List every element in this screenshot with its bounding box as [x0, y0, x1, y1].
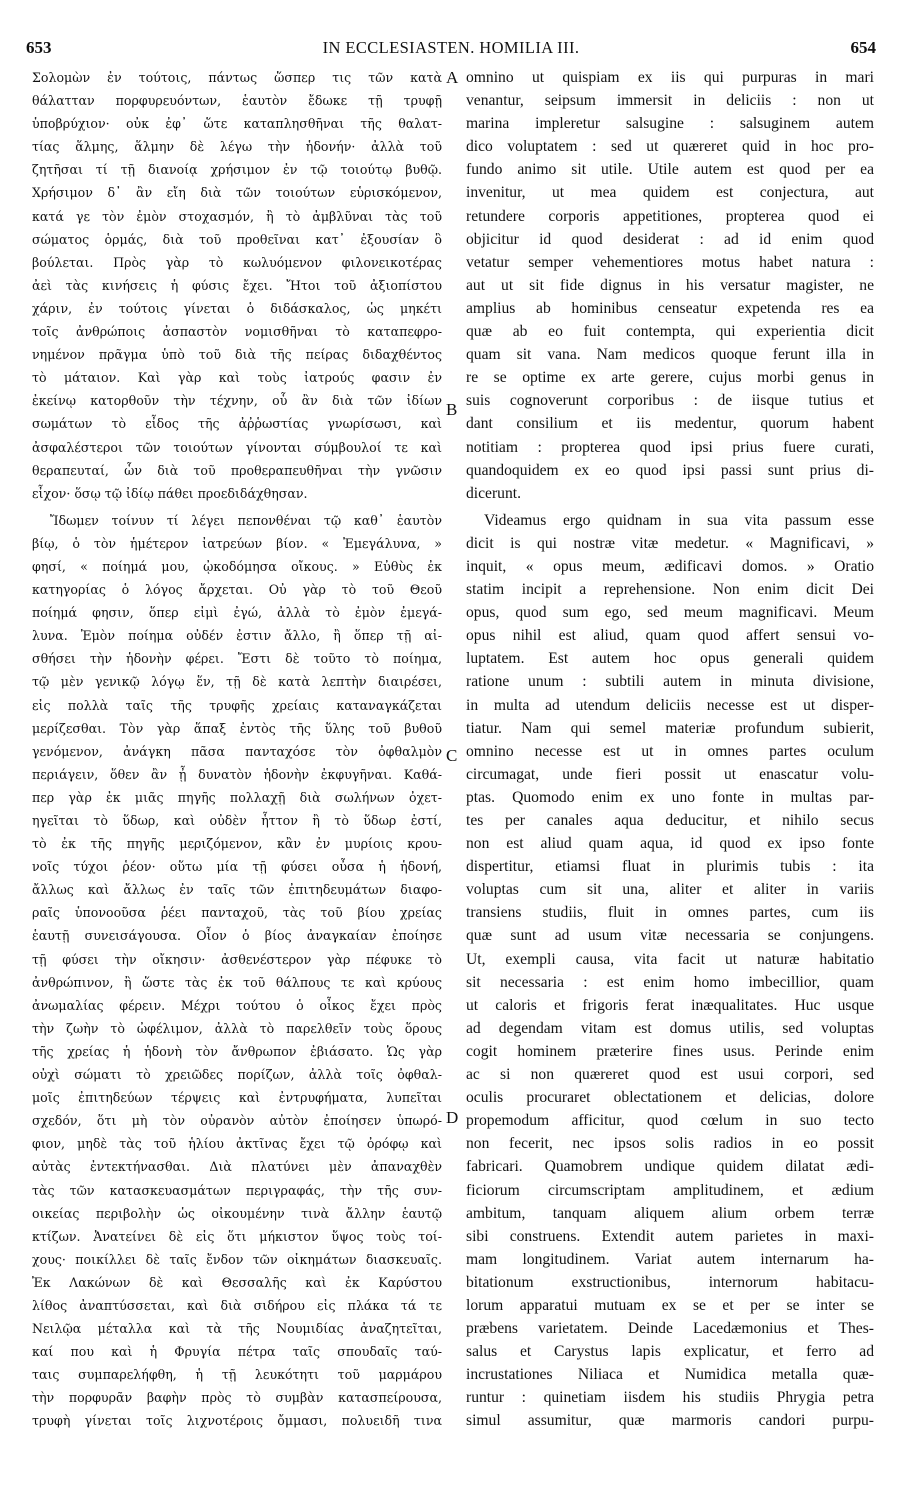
greek-text-line: χάριν, ἐν τούτοις γίνεται ὁ διδάσκαλος, ὡς μηκέτι	[32, 300, 442, 316]
latin-text-line: voluptas cum sit una, aliter et aliter in variis	[466, 881, 874, 899]
greek-text-line: ποίημά φησιν, ὅπερ εἰμὶ ἐγώ, ἀλλὰ τὸ ἐμὸν ἐμεγά-	[32, 605, 442, 621]
latin-text-line: ad degendam vitam est domus utilis, sed voluptas	[466, 1019, 874, 1037]
greek-text-line: τρυφὴ γίνεται τοῖς λιχνοτέροις ὄμμασι, πολυειδῆ τινα	[32, 1413, 442, 1429]
greek-text-line: χους· ποικίλλει δὲ ταῖς ἔνδον τῶν οἰκημάτων διασκευαῖς.	[32, 1251, 442, 1267]
greek-text-line: Ἐκ Λακώνων δὲ καὶ Θεσσαλῆς καὶ ἐκ Καρύστου	[32, 1274, 442, 1290]
left-page-number: 653	[26, 38, 52, 57]
latin-text-line: simul assumitur, quæ marmoris candori purpu-	[466, 1412, 874, 1430]
latin-text-line: tiatur. Nam qui semel materiæ profundum subierit,	[466, 719, 874, 737]
latin-text-line: amplius ab hominibus censeatur expetenda res ea	[466, 299, 874, 317]
section-marker-c: C	[446, 746, 458, 765]
greek-text-line: ταις συμπαρελήφθη, ἡ τῇ λευκότητι τοῦ μαρμάρου	[32, 1367, 442, 1383]
greek-text-line: οὐχὶ σώματι τὸ χρειῶδες πορίζων, ἀλλὰ τοῖς ὀφθαλ-	[32, 1067, 442, 1083]
right-page-number: 654	[850, 38, 876, 57]
greek-text-line: φησί, « ποίημά μου, ᾠκοδόμησα οἴκους. » Εὐθὺς ἐκ	[32, 558, 442, 574]
greek-text-line: κατηγορίας ὁ λόγος ἄρχεται. Οὐ γὰρ τὸ τοῦ Θεοῦ	[32, 582, 442, 598]
latin-text-line: mam longitudinem. Variat autem internarum ha-	[466, 1250, 874, 1268]
latin-text-line: salus et Carystus lapis explicatur, et ferro ad	[466, 1343, 874, 1361]
greek-text-line: περ γὰρ ἐκ μιᾶς πηγῆς πολλαχῇ διὰ σωλήνων ὀχετ-	[32, 789, 442, 805]
greek-text-line: νημένον πρᾶγμα ὑπὸ τοῦ διὰ τῆς πείρας διδαχθέντος	[32, 347, 442, 363]
greek-text-line: τὸ ἐκ τῆς πηγῆς μεριζόμενον, κἂν ἐν μυρίοις κρου-	[32, 836, 442, 852]
greek-text-line: θεραπευταί, ὧν διὰ τοῦ προθεραπευθῆναι τὴν γνῶσιν	[32, 462, 442, 478]
latin-text-line: circumagat, unde fieri possit ut enascatur volu-	[466, 765, 874, 783]
latin-text-line: quæ sunt ad usum vitæ necessaria se conjungens.	[466, 927, 874, 945]
latin-text-line: aut ut sit fide dignus in his versatur magister, ne	[466, 276, 874, 294]
latin-text-line: incrustationes Niliaca et Numidica metalla quæ-	[466, 1366, 874, 1384]
latin-text-line: dicerunt.	[466, 484, 521, 502]
latin-text-line: non est aliud quam aqua, id quod ex ipso fonte	[466, 835, 874, 853]
greek-text-line: νοῖς τύχοι ῥέον· οὕτω μία τῇ φύσει οὖσα ἡ ἡδονή,	[32, 859, 442, 875]
greek-text-line: μοῖς ἐπιτηδεύων τέρψεις καὶ ἐντρυφήματα, λυπεῖται	[32, 1090, 442, 1106]
latin-text-line: fabricari. Quamobrem undique quidem dilatat ædi-	[466, 1158, 874, 1176]
section-marker-a: A	[446, 68, 459, 87]
latin-text-line: vetatur semper vehementiores motus habet natura :	[466, 253, 874, 271]
latin-text-line: opus nihil est aliud, quam quod affert sensui vo-	[466, 627, 874, 645]
latin-text-line: dispertitur, etiamsi fluat in plurimis tubis : ita	[466, 858, 874, 876]
greek-text-line: ηγεῖται τὸ ὕδωρ, καὶ οὐδὲν ἧττον ἢ τὸ ὕδωρ ἐστί,	[32, 813, 442, 828]
greek-text-line: εἶχον· ὅσῳ τῷ ἰδίῳ πάθει προεδιδάχθησαν.	[32, 485, 308, 501]
latin-text-line: omnino necesse est ut in omnes partes oculum	[466, 742, 874, 760]
latin-text-line: bitationum exstructionibus, internorum habitacu-	[466, 1273, 874, 1291]
latin-text-line: luptatem. Est autem hoc opus generali quidem	[466, 650, 874, 668]
latin-text-line: Videamus ergo quidnam in sua vita passum esse	[484, 511, 874, 529]
latin-text-line: re se optime ex arte gerere, cujus morbi genus in	[466, 369, 874, 387]
greek-text-line: τῇ φύσει τὴν οἴκησιν· ἀσθενέστερον γὰρ πέφυκε τὸ	[32, 951, 442, 967]
latin-text-line: lorum apparatui mutuam ex se et per se inter se	[466, 1296, 874, 1314]
greek-text-line: ἄλλως καὶ ἄλλως ἐν ταῖς τῶν ἐπιτηδευμάτων διαφο-	[32, 882, 442, 898]
latin-text-line: quam sit vana. Nam medicos quoque ferunt illa in	[466, 346, 874, 364]
latin-text-line: oculis procuraret oblectationem et delicias, dolore	[466, 1089, 874, 1107]
latin-text-line: notitiam : propterea quod ipsi prius fuere curati,	[466, 438, 874, 456]
greek-text-line: αὐτὰς ἐντεκτήνασθαι. Διὰ πλατύνει μὲν ἀπαναχθὲν	[32, 1159, 442, 1175]
greek-text-line: Σολομὼν ἐν τούτοις, πάντως ὥσπερ τις τῶν κατὰ	[32, 70, 442, 85]
latin-text-line: ficiorum circumscriptam amplitudinem, et ædium	[466, 1181, 874, 1199]
latin-text-line: venantur, seipsum immersit in deliciis : non ut	[466, 92, 874, 110]
greek-text-line: γενόμενον, ἀνάγκη πᾶσα πανταχόσε τὸν ὀφθαλμὸν	[32, 743, 442, 759]
latin-text-line: ac si non quæreret quod est usui corpori, sed	[466, 1066, 874, 1084]
greek-text-line: ἀνωμαλίας φέρειν. Μέχρι τούτου ὁ οἶκος ἔχει πρὸς	[32, 997, 442, 1013]
latin-text-line: statim incipit a reprehensione. Non enim dicit Dei	[466, 581, 874, 599]
greek-text-line: τῷ μὲν γενικῷ λόγῳ ἕν, τῇ δὲ κατὰ λεπτὴν διαιρέσει,	[32, 674, 442, 690]
greek-text-line: τοῖς ἀνθρώποις ἀσπαστὸν νομισθῆναι τὸ καταπεφρο-	[32, 324, 442, 340]
greek-text-line: περιάγειν, ὅθεν ἂν ᾖ δυνατὸν ἡδονὴν ἐκφυγῆναι. Καθά-	[32, 766, 442, 782]
greek-text-line: βίῳ, ὁ τὸν ἡμέτερον ἰατρεύων βίον. « Ἐμεγάλυνα, »	[32, 535, 442, 551]
greek-text-line: σωμάτων τὸ εἶδος τῆς ἀῤῥωστίας γνωρίσωσι, καὶ	[32, 416, 442, 432]
greek-text-line: τῆς χρείας ἡ ἡδονὴ τὸν ἄνθρωπον ἐβιάσατο. Ὡς γὰρ	[32, 1043, 442, 1059]
latin-text-line: dico voluptatem : sed ut quæreret quid in hoc pro-	[466, 138, 874, 156]
greek-text-line: ἀεὶ τὰς κινήσεις ἡ φύσις ἔχει. Ἤτοι τοῦ ἀξιοπίστου	[32, 277, 442, 293]
greek-text-line: σθήσει τὴν ἡδονὴν φέρει. Ἔστι δὲ τοῦτο τὸ ποίημα,	[32, 651, 442, 667]
greek-text-line: ἀνθρώπινον, ἢ ὥστε τὰς ἐκ τοῦ θάλπους τε καὶ κρύους	[32, 974, 442, 990]
running-header	[26, 38, 876, 60]
latin-text-line: cogit hominem præterire fines usus. Perinde enim	[466, 1042, 874, 1060]
latin-text-line: dant consilium et iis medentur, quorum habent	[466, 415, 874, 433]
greek-text-line: ἐκείνῳ κατορθοῦν τὴν τέχνην, οὗ ἂν διὰ τῶν ἰδίων	[32, 393, 442, 409]
greek-text-line: οικείας περιβολὴν ὡς οἰκουμένην τινὰ ἄλλην ἑαυτῷ	[32, 1205, 442, 1221]
greek-text-line: Ἴδωμεν τοίνυν τί λέγει πεπονθέναι τῷ καθ᾽ ἑαυτὸν	[50, 512, 442, 528]
latin-text-line: dicit is qui nostræ vitæ medetur. « Magnificavi, »	[466, 534, 874, 552]
latin-text-line: quandoquidem ex eo quod ipsi passi sunt prius di-	[466, 461, 874, 479]
latin-text-line: ratione unum : subtili autem in minuta divisione,	[466, 673, 874, 691]
greek-text-line: τὸ μάταιον. Καὶ γὰρ καὶ τοὺς ἰατρούς φασιν ἐν	[32, 370, 442, 386]
greek-text-line: σχεδόν, ὅτι μὴ τὸν οὐρανὸν αὐτὸν ἐποίησεν ὑπωρό-	[32, 1113, 442, 1129]
greek-column	[32, 66, 442, 1433]
greek-text-line: τὰς τῶν κατασκευασμάτων περιγραφάς, τὴν τῆς συν-	[32, 1182, 442, 1198]
latin-text-line: tes per canales aqua deducitur, et nihilo secus	[466, 812, 874, 829]
greek-text-line: ραῖς ὑπονοοῦσα ῥέει πανταχοῦ, τὰς τοῦ βίου χρείας	[32, 905, 442, 921]
latin-text-line: omnino ut quispiam ex iis qui purpuras in mari	[466, 69, 874, 86]
latin-text-line: marina impleretur salsugine : salsuginem autem	[466, 115, 874, 133]
greek-text-line: κτίζων. Ἀνατείνει δὲ εἰς ὅτι μήκιστον ὕψος τοὺς τοί-	[32, 1228, 442, 1244]
latin-text-line: suis cognoverunt corporibus : de iisque tutius et	[466, 392, 874, 410]
latin-text-line: ptas. Quomodo enim ex uno fonte in multas par-	[466, 788, 874, 806]
greek-text-line: θάλατταν πορφυρευόντων, ἑαυτὸν ἔδωκε τῇ τρυφῇ	[32, 93, 442, 109]
greek-text-line: τὴν πορφυρᾶν βαφὴν πρὸς τὸ συμβὰν κατασπείρουσα,	[32, 1390, 442, 1406]
latin-text-line: in multa ad utendum deliciis necesse est ut disper-	[466, 696, 874, 714]
latin-column	[466, 66, 874, 1433]
greek-text-line: κατά γε τὸν ἐμὸν στοχασμόν, ἢ τὸ ἀμβλῦναι τὰς τοῦ	[32, 208, 442, 224]
greek-text-line: ἀσφαλέστεροι τῶν τοιούτων γίνονται σύμβουλοί τε καὶ	[32, 439, 442, 455]
latin-text-line: propemodum afficitur, quod cœlum in suo tecto	[466, 1112, 874, 1130]
greek-text-line: ἑαυτῇ συνεισάγουσα. Οἶον ὁ βίος ἀναγκαίαν ἐποίησε	[32, 928, 442, 944]
latin-text-line: invenitur, ut mea quidem est conjectura, aut	[466, 184, 874, 202]
latin-text-line: ut caloris et frigoris ferat inæqualitates. Huc usque	[466, 996, 874, 1014]
latin-text-line: sit necessaria : est enim homo imbecillior, quam	[466, 973, 874, 991]
greek-text-line: ζητῆσαι τί τῇ διανοίᾳ χρήσιμον ἐν τῷ τοιούτῳ βυθῷ.	[32, 162, 442, 178]
latin-text-line: præbens varietatem. Deinde Lacedæmonius et Thes-	[466, 1320, 874, 1338]
latin-text-line: inquit, « opus meum, ædificavi domos. » Oratio	[466, 557, 874, 575]
greek-text-line: Χρήσιμον δ᾽ ἂν εἴη διὰ τῶν τοιούτων εὑρισκόμενον,	[32, 185, 442, 201]
latin-text-line: ambitum, tanquam aliquem alium orbem terræ	[466, 1204, 874, 1222]
greek-text-line: μερίζεσθαι. Τὸν γὰρ ἅπαξ ἐντὸς τῆς ὕλης τοῦ βυθοῦ	[32, 720, 442, 736]
greek-text-line: εἰς πολλὰ ταῖς τῆς τρυφῆς χρείαις καταναγκάζεται	[32, 697, 442, 713]
greek-text-line: τὴν ζωὴν τὸ ὠφέλιμον, ἀλλὰ τὸ παρελθεῖν τοὺς ὅρους	[32, 1020, 442, 1036]
latin-text-line: non fecerit, nec ipsos solis radios in eo possit	[466, 1135, 874, 1153]
latin-text-line: opus, quod sum ego, sed meum magnificavi. Meum	[466, 604, 874, 622]
greek-text-line: βούλεται. Πρὸς γὰρ τὸ κωλυόμενον φιλονεικοτέρας	[32, 254, 442, 270]
greek-text-line: φιον, μηδὲ τὰς τοῦ ἡλίου ἀκτῖνας ἔχει τῷ ὀρόφῳ καὶ	[32, 1136, 442, 1152]
section-marker-b: B	[446, 400, 458, 419]
latin-text-line: retundere corporis appetitiones, propterea quod ei	[466, 207, 874, 225]
latin-text-line: fundo animo sit utile. Utile autem est quod per ea	[466, 161, 874, 179]
greek-text-line: ὑποβρύχιον· οὐκ ἐφ᾽ ὥτε καταπλησθῆναι τῆς θαλατ-	[32, 116, 442, 132]
greek-text-line: λίθος ἀναπτύσσεται, καὶ διὰ σιδήρου εἰς πλάκα τά τε	[32, 1297, 442, 1313]
latin-text-line: runtur : quinetiam iisdem his studiis Phrygia petra	[466, 1389, 874, 1407]
latin-text-line: sibi construens. Extendit autem parietes in maxi-	[466, 1227, 874, 1245]
latin-text-line: transiens studiis, fluit in omnes partes, cum iis	[466, 904, 874, 922]
latin-text-line: objicitur id quod desiderat : ad id enim quod	[466, 230, 874, 248]
greek-text-line: τίας ἅλμης, ἅλμην δὲ λέγω τὴν ἡδονήν· ἀλλὰ τοῦ	[32, 139, 442, 155]
greek-text-line: Νειλῷα μέταλλα καὶ τὰ τῆς Νουμιδίας ἀναζητεῖται,	[32, 1321, 442, 1337]
section-marker-d: D	[446, 1108, 459, 1127]
greek-text-line: σώματος ὁρμάς, διὰ τοῦ προθεῖναι κατ᾽ ἐξουσίαν ὃ	[32, 231, 442, 247]
latin-text-line: Ut, exempli causa, vita facit ut naturæ habitatio	[466, 950, 874, 968]
latin-text-line: quæ ab eo fuit contempta, qui experientia dicit	[466, 323, 874, 341]
greek-text-line: καί που καὶ ἡ Φρυγία πέτρα ταῖς σπουδαῖς ταύ-	[32, 1344, 442, 1360]
greek-text-line: λυνα. Ἐμὸν ποίημα οὐδέν ἐστιν ἄλλο, ἢ ὅπερ τῇ αἰ-	[32, 628, 442, 644]
running-title: IN ECCLESIASTEN. HOMILIA III.	[322, 38, 580, 57]
